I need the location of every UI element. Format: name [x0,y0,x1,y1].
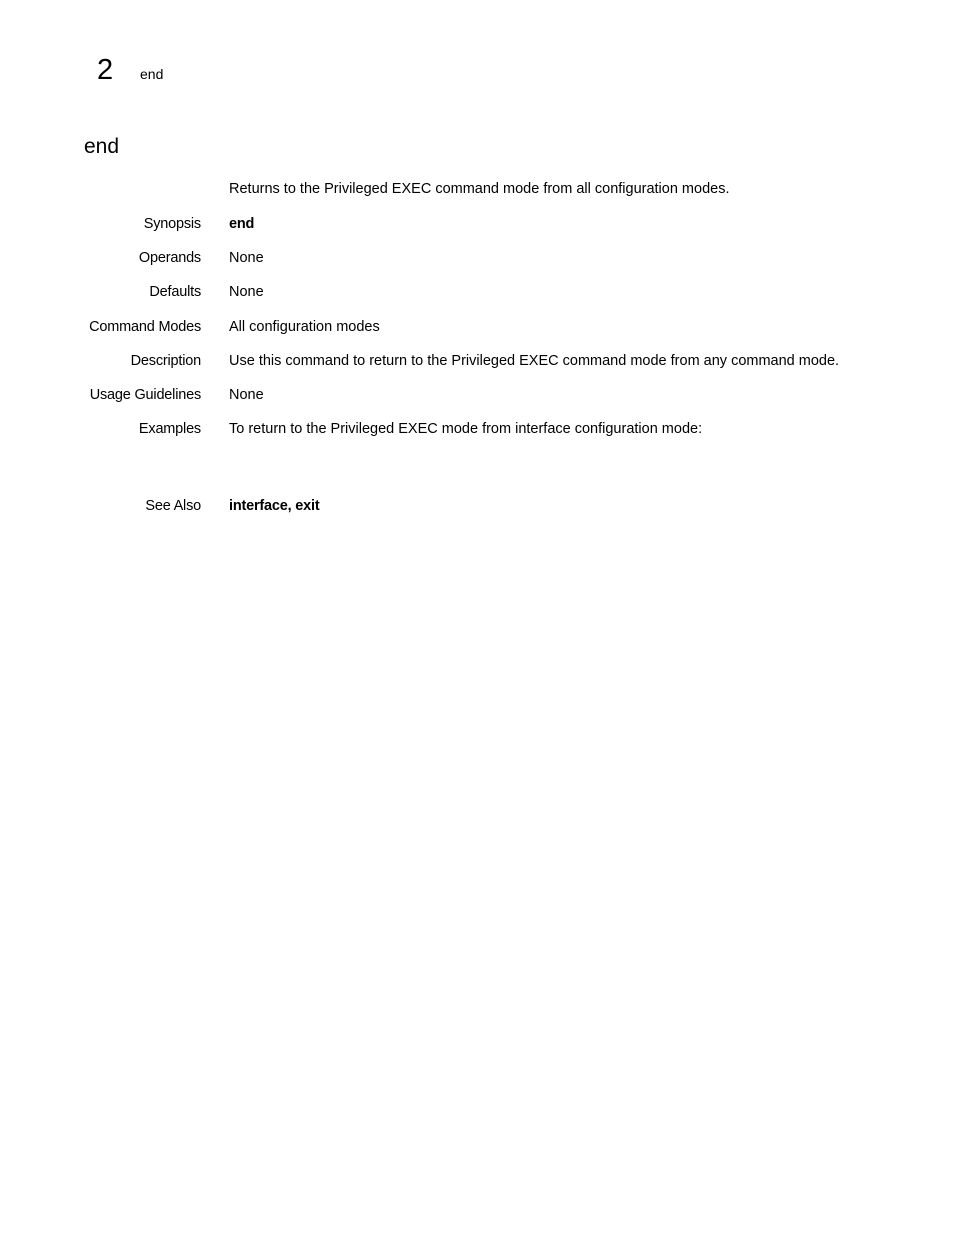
usage-guidelines-row [0,385,954,405]
command-modes-value: All configuration modes [229,319,380,335]
running-header-title: end [140,66,164,82]
see-also-label: See Also [145,498,201,514]
description-value: Use this command to return to the Privileged EXEC command mode from any command mode. [229,353,840,369]
synopsis-row [0,214,954,234]
operands-value: None [229,250,264,266]
description-label: Description [130,353,201,369]
summary-text: Returns to the Privileged EXEC command mode from all configuration modes. [229,181,730,197]
command-modes-label: Command Modes [89,319,201,335]
synopsis-value: end [229,216,255,232]
command-modes-row [0,317,954,337]
description-row [0,351,954,371]
synopsis-label: Synopsis [143,216,201,232]
operands-label: Operands [138,250,201,266]
defaults-row [0,282,954,302]
see-also-row [0,496,954,516]
examples-row [0,419,954,439]
usage-guidelines-value: None [229,387,264,403]
defaults-label: Defaults [149,284,201,300]
defaults-value: None [229,284,264,300]
summary-row [0,179,954,199]
usage-guidelines-label: Usage Guidelines [89,387,201,403]
examples-label: Examples [138,421,201,437]
chapter-number: 2 [97,54,114,86]
examples-value: To return to the Privileged EXEC mode from interface configuration mode: [229,421,703,437]
operands-row [0,248,954,268]
see-also-value[interactable]: interface, exit [229,498,320,514]
section-title: end [84,135,120,158]
